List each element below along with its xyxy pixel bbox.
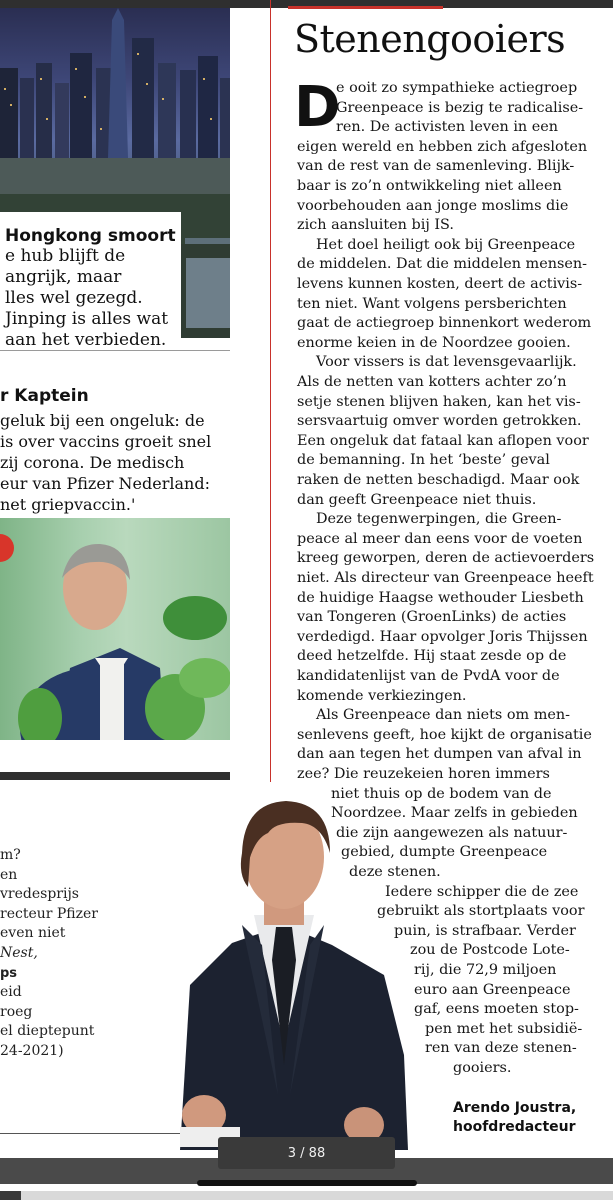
article-line: Het doel heiligt ook bij Greenpeace (316, 236, 576, 253)
contents-line: el dieptepunt (0, 1023, 95, 1040)
page-indicator[interactable] (218, 1137, 395, 1169)
home-indicator[interactable] (197, 1180, 417, 1186)
article-line: kreeg geworpen, deren de actievoerders (297, 550, 595, 567)
article-line: levens kunnen kosten, deert de activis- (297, 276, 583, 292)
article-line: sersvaartuig omver worden getrokken. (297, 413, 582, 430)
article-line: deze stenen. (349, 864, 441, 880)
article-line: ren van deze stenen- (425, 1040, 577, 1057)
article-line: zich aansluiten bij IS. (297, 217, 454, 234)
section-divider (0, 350, 230, 351)
article-line: peace al meer dan eens voor de voeten (297, 530, 583, 547)
article-line: Voor vissers is dat levensgevaarlijk. (316, 354, 577, 371)
article-headline: Stenengooiers (294, 17, 566, 61)
article-line: setje stenen blijven haken, kan het vis- (297, 393, 581, 410)
article-line: de middelen. Dat die middelen mensen- (297, 256, 588, 273)
article-line: Deze tegenwerpingen, die Green- (316, 511, 562, 528)
contents-line: en (0, 866, 18, 883)
article-line: Een ongeluk dat fataal kan aflopen voor (297, 432, 589, 449)
quote-card-hongkong (0, 212, 181, 350)
article-line: van Tongeren (GroenLinks) de acties (297, 609, 567, 626)
kaptein-portrait-photo (0, 518, 230, 740)
article-line: puin, is strafbaar. Verder (394, 922, 576, 939)
article-line: die zijn aangewezen als natuur- (336, 824, 568, 841)
contents-line: recteur Pfizer (0, 905, 98, 922)
article-line: zou de Postcode Lote- (410, 942, 570, 959)
article-line: eigen wereld en hebben zich afgesloten (297, 138, 588, 155)
article-line: raken de netten beschadigd. Maar ook (297, 472, 580, 488)
article-line: senlevens geeft, hoe kijkt de organisatie (297, 726, 592, 743)
article-line: gebied, dumpte Greenpeace (341, 844, 548, 861)
article-line: gebruikt als stortplaats voor (377, 903, 585, 920)
contents-line: eid (0, 984, 22, 1001)
kaptein-heading: r Kaptein (0, 386, 89, 406)
reading-progress-track[interactable] (0, 1191, 613, 1200)
article-line: Als Greenpeace dan niets om men- (316, 707, 571, 724)
article-line: Iedere schipper die de zee (385, 883, 579, 900)
column-divider (270, 0, 271, 782)
article-line: ren. De activisten leven in een (336, 119, 559, 136)
article-line: euro aan Greenpeace (414, 981, 571, 998)
article-line: niet. Als directeur van Greenpeace heeft (297, 570, 594, 586)
quote-body: e hub blijft de angrijk, maar lles wel gezegd. Jinping is alles wat aan het verbieden. (5, 246, 169, 350)
article-line: komende verkiezingen. (297, 687, 467, 704)
contents-line: vredesprijs (0, 886, 79, 903)
article-line: baar is zo’n ontwikkeling niet alleen (297, 178, 562, 194)
footer-rule (0, 1133, 180, 1134)
section-bar (0, 772, 230, 780)
section-accent-bar (288, 6, 443, 9)
article-line: Als de netten van kotters achter zo’n (297, 374, 567, 390)
article-line: gooiers. (453, 1060, 512, 1076)
quote-title: Hongkong smoort (5, 226, 176, 246)
article-line: gaat de actiegroep binnenkort wederom (297, 315, 592, 332)
article-line: dan aan tegen het dumpen van afval in (297, 746, 582, 763)
author-portrait-photo (172, 795, 412, 1155)
article-line: enorme keien in de Noordzee gooien. (297, 334, 571, 351)
article-line: kandidatenlijst van de PvdA voor de (297, 668, 560, 684)
byline-name: Arendo Joustra, (453, 1100, 577, 1116)
article-line: rij, die 72,9 miljoen (414, 962, 557, 978)
article-line: voorbehouden aan jonge moslims die (297, 197, 569, 214)
contents-line: 24-2021) (0, 1042, 64, 1059)
contents-line: Nest, (0, 944, 38, 961)
contents-line: even niet (0, 925, 66, 942)
kaptein-teaser: geluk bij een ongeluk: de is over vaccins groeit snel zij corona. De medisch eur van Pfizer Nederland: net griepvaccin.' (0, 411, 212, 514)
article-line: verdedigd. Haar opvolger Joris Thijssen (297, 628, 588, 645)
article-line: e ooit zo sympathieke actiegroep (336, 80, 578, 96)
contents-list (0, 846, 120, 1062)
page-indicator-label: 3 / 88 (287, 1145, 326, 1161)
article-line: de huidige Haagse wethouder Liesbeth (297, 589, 584, 606)
byline-role: hoofdredacteur (453, 1119, 576, 1135)
article-line: niet thuis op de bodem van de (331, 785, 552, 802)
article-line: dan geeft Greenpeace niet thuis. (297, 491, 537, 508)
reading-progress-fill (0, 1191, 21, 1200)
contents-line: ps (0, 965, 18, 981)
drop-cap: D (294, 75, 341, 140)
article-line: pen met het subsidië- (425, 1020, 583, 1037)
article-line: Greenpeace is bezig te radicalise- (336, 99, 584, 116)
contents-line: roeg (0, 1003, 33, 1020)
article-line: gaf, eens moeten stop- (414, 1001, 579, 1018)
article-line: van de rest van de samenleving. Blijk- (297, 158, 575, 175)
article-line: de bemanning. In het ‘beste’ geval (297, 452, 550, 469)
article-line: Noordzee. Maar zelfs in gebieden (331, 805, 578, 822)
article-line: ten niet. Want volgens persberichten (297, 295, 567, 312)
article-line: deed hetzelfde. Hij staat zesde op de (297, 648, 567, 665)
article-line: zee? Die reuzekeien horen immers (297, 766, 550, 782)
contents-line: m? (0, 847, 21, 863)
